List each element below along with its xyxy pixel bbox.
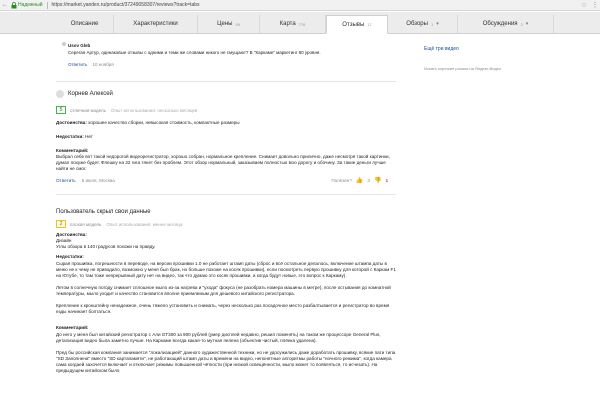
pros-title: Достоинства: (56, 120, 87, 125)
rating-row (56, 106, 197, 114)
tab-count: 17 (367, 22, 372, 27)
rating-badge: 2 (56, 220, 66, 228)
comment-author: Usov Gleb (68, 43, 91, 48)
divider (56, 81, 396, 82)
rating-label: отличная модель (70, 107, 106, 113)
comment-title (56, 325, 396, 331)
tab-label: Описание (70, 21, 99, 27)
tab-count: 776 (298, 21, 306, 27)
likes-count: 3 (367, 178, 370, 183)
star-icon[interactable]: ☆ (580, 2, 588, 9)
cons-section (56, 134, 396, 140)
comment-actions (68, 62, 114, 67)
reply-link[interactable]: Ответить (56, 178, 76, 183)
thumb-down-icon[interactable]: 👎 (373, 178, 382, 184)
tab-label: Карта (279, 21, 296, 27)
cons-text: Нет (85, 134, 93, 139)
tab-prices[interactable] (198, 15, 260, 33)
avatar (56, 90, 64, 98)
tab-discussions[interactable] (458, 15, 554, 33)
pros-text: хорошее качество сборки, невысокая стоимость, компактные размеры (88, 120, 240, 125)
lock-icon (10, 1, 18, 9)
tab-description[interactable] (56, 15, 114, 33)
pros-text: Дизайн (56, 238, 72, 243)
url-field[interactable]: https://market.yandex.ru/product/37249058307/reviews?track=tabs (51, 2, 200, 8)
chevron-down-icon: ▾ (525, 21, 529, 27)
tab-map[interactable] (260, 15, 326, 33)
review-comment: Выбрал себе вот такой недорогой видеорегистратор, хорошо собран, нормальное крепление. Снимает довольно прилично, даже несмотря такой картинки, думал похуже будет. Флешку на 32 гига тянет без проблем. Этот обзор нормальный, заказываем полностью всю дорогу и обочину. За такие деньги лучше найти не смог. (56, 154, 390, 171)
review-meta: 6 июля, Москва (81, 178, 115, 183)
cons-text-3: Крепление к кронштейну ненадежное, очень тяжело установить и снимать, через несколько раз посадочное место разбалтывается и регистратор во время езды начинает болтаться. (56, 303, 390, 314)
video-search-note: Искать короткие ролики на Яндекс.Видео (424, 66, 502, 71)
divider (47, 2, 48, 9)
tab-count: 2 (520, 21, 523, 27)
avatar (62, 42, 66, 46)
comment-heading: Комментарий: (56, 148, 89, 153)
tab-label: Цены (217, 21, 233, 27)
useful-label: Полезен? (331, 178, 352, 183)
chevron-down-icon: ▾ (436, 21, 439, 27)
secure-label: Надежный (18, 2, 43, 8)
reply-link[interactable]: Ответить (68, 62, 88, 67)
review-author: Корнев Алексей (68, 91, 113, 97)
thumb-up-icon[interactable]: 👍 (355, 178, 364, 184)
comment-date: 10 ноября (92, 62, 114, 67)
usage-experience: Опыт использования: несколько месяцев (110, 107, 198, 113)
menu-icon[interactable]: ⋮ (591, 2, 599, 9)
more-videos-link[interactable]: Ещё три видео (424, 46, 459, 52)
rating-badge: 5 (56, 106, 66, 114)
tab-overviews[interactable] (388, 15, 458, 33)
useful-block (331, 177, 388, 184)
tab-label: Отзывы (342, 21, 365, 28)
tab-label: Обзоры (406, 21, 428, 27)
tab-count: 59 (235, 21, 240, 27)
tab-label: Характеристики (133, 21, 178, 27)
rating-row (56, 220, 182, 228)
dislikes-count: 1 (385, 178, 388, 183)
cons-title: Недостатки: (56, 134, 84, 139)
browser-address-bar (0, 0, 600, 11)
cons-text-2: Летом в солнечную погоду снимает сплошное мыло из-за нагрева и "ухода" фокуса (не разобрать номера машины в метре), после остывания до комнатной температуры, мыло уходит и качество становится вполне приемлемым для дешевого китайского регистратора. (56, 285, 391, 296)
rating-label: плохая модель (70, 221, 102, 227)
tab-count: 1 (430, 21, 434, 27)
divider (56, 194, 396, 195)
tab-reviews[interactable] (326, 15, 388, 34)
review-author: Пользователь скрыл свои данные (56, 209, 151, 215)
tab-specs[interactable] (114, 15, 198, 33)
comment-heading: Комментарий: (56, 325, 89, 330)
product-tabs (0, 12, 600, 34)
review-actions (56, 178, 396, 183)
pros-title: Достоинства: (56, 232, 87, 237)
back-arrow-icon[interactable]: ← (2, 2, 8, 8)
cons-title: Недостатки: (56, 254, 84, 259)
review-comment: До него у меня был китайский регистратор с Али GT300 за 900 рублей (умер дисплей недавно, решил поменять) на таком же процессоре General Plus, детализация видео была заметно лучше. На Каркаме всегда какая-то мутная пелена (объектив чистый, плёнка удалена). (56, 332, 381, 343)
tab-label: Обсуждения (482, 21, 518, 27)
review-comment-2: Пред бы российская компания занимается "локализацией" данного худажественной техники, но не удосужились даже доработать прошивку, всякие пати типа "SD Заполнена" вместо "SD картапамяти", не работающий штамп даты и времени на видео, непонятные алгоритмы работы "ночного режима", когда камера сама когдаей захочется включает и отключает режимы повышенной чёткости (при низкой освещённости, мыло может то появляться, то исчезать). На предыдущем китайском было (56, 350, 396, 373)
pros-section (56, 120, 396, 126)
usage-experience: Опыт использования: менее месяца (106, 221, 183, 227)
cons-text: Сырая прошивка, погрешности в переводе, на версии прошивки 1.0 не работает штамп даты (сброс и всё остальное делалось, включение штампа даты в меню не к чему не приводило, возможно у меня был брак, но больше похоже на косяк прошивки), если посмотреть первую прошивку для которой с Каркам F1 на Ютубе, то там тоже непрерывный дату нет на видео, так что думаю это косяк прошивки, а когда будут новые, это вопрос к Каркаму). (56, 261, 396, 278)
cons-section (56, 254, 396, 260)
pros-text-2: Углы обзора в 140 градусов похожи на правду. (56, 244, 156, 249)
comment-text: Серегая Артур, одинаковые отзывы с одними и теми же словами никого не смущают? В "Каркаме" маркетинг 80 уровня. (68, 50, 321, 55)
